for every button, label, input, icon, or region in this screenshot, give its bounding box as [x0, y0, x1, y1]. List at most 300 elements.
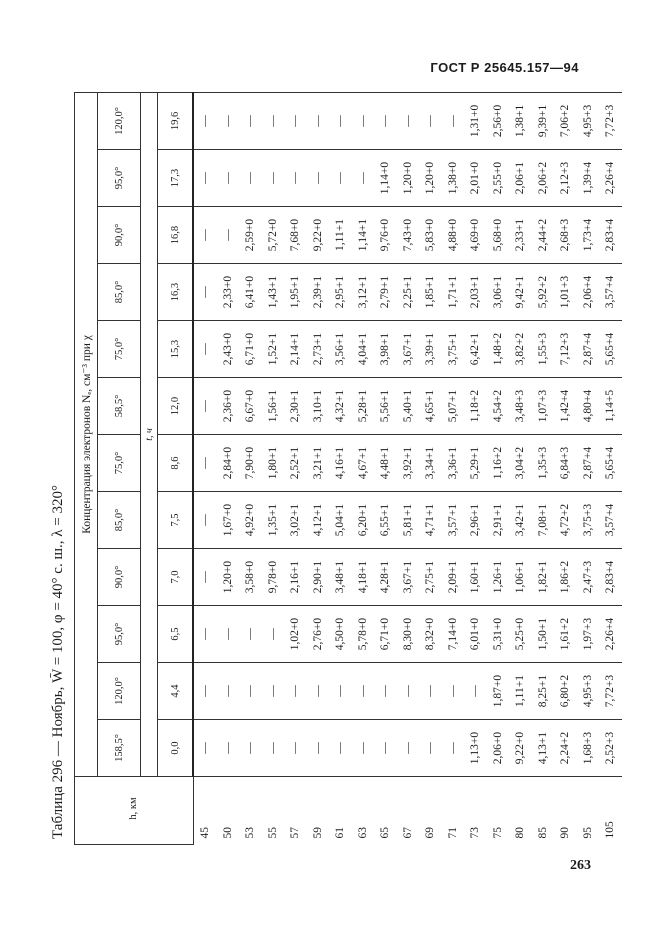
value-cell: 1,38+1 — [509, 92, 532, 149]
value-cell: 2,16+1 — [284, 549, 307, 606]
value-cell: 5,72+0 — [262, 207, 285, 264]
value-cell: 9,78+0 — [262, 549, 285, 606]
height-cell: 55 — [266, 827, 279, 839]
value-cell: 6,55+1 — [374, 492, 397, 549]
value-cell: 1,14+0 — [374, 150, 397, 207]
value-cell: 3,57+4 — [599, 264, 622, 321]
value-cell: 5,65+4 — [599, 321, 622, 378]
value-cell: — — [193, 435, 217, 492]
value-cell: 3,57+4 — [599, 492, 622, 549]
value-cell: 1,60+1 — [464, 549, 487, 606]
value-cell: 1,31+0 — [464, 92, 487, 149]
value-cell: 7,12+3 — [554, 321, 577, 378]
value-cell: 3,04+2 — [509, 435, 532, 492]
value-cell: 3,42+1 — [509, 492, 532, 549]
value-cell: 2,06+1 — [509, 150, 532, 207]
value-cell: 3,57+1 — [442, 492, 465, 549]
value-cell: 2,44+2 — [532, 207, 555, 264]
table-row — [374, 92, 397, 844]
chi-header-cell: 58,5° — [98, 378, 141, 435]
value-cell: — — [193, 549, 217, 606]
value-cell: 5,65+4 — [599, 435, 622, 492]
value-cell: 2,26+4 — [599, 150, 622, 207]
value-cell: — — [284, 92, 307, 149]
value-cell: 9,22+0 — [509, 720, 532, 777]
value-cell: 6,20+1 — [352, 492, 375, 549]
value-cell: 4,18+1 — [352, 549, 375, 606]
value-cell: 1,20+0 — [217, 549, 240, 606]
height-cell: 67 — [401, 827, 414, 839]
group-title: Концентрация электронов Nₑ, см⁻³ при χ — [75, 92, 98, 776]
value-cell: 1,20+0 — [397, 150, 420, 207]
value-cell: 2,03+1 — [464, 264, 487, 321]
value-cell: 6,84+3 — [554, 435, 577, 492]
value-cell: 3,39+1 — [419, 321, 442, 378]
value-cell: 5,78+0 — [352, 606, 375, 663]
value-cell: 2,01+0 — [464, 150, 487, 207]
value-cell: — — [262, 663, 285, 720]
value-cell: 6,01+0 — [464, 606, 487, 663]
value-cell: — — [217, 207, 240, 264]
value-cell: 1,50+1 — [532, 606, 555, 663]
value-cell: 1,18+2 — [464, 378, 487, 435]
value-cell: — — [217, 606, 240, 663]
value-cell: 8,30+0 — [397, 606, 420, 663]
value-cell: 2,52+3 — [599, 720, 622, 777]
value-cell: 4,92+0 — [239, 492, 262, 549]
time-header-cell: 0,0 — [158, 720, 194, 777]
value-cell: 4,12+1 — [307, 492, 330, 549]
value-cell: 3,48+1 — [329, 549, 352, 606]
value-cell: 2,87+4 — [577, 435, 600, 492]
value-cell: — — [284, 720, 307, 777]
value-cell: 4,88+0 — [442, 207, 465, 264]
time-header-cell: 8,6 — [158, 435, 194, 492]
value-cell: — — [239, 720, 262, 777]
height-cell: 53 — [244, 827, 256, 839]
value-cell: 1,16+2 — [487, 435, 510, 492]
value-cell: 1,85+1 — [419, 264, 442, 321]
value-cell: — — [193, 492, 217, 549]
table-row — [442, 92, 465, 844]
value-cell: 6,71+0 — [239, 321, 262, 378]
chi-header-cell: 120,0° — [98, 663, 141, 720]
height-cell: 63 — [356, 827, 369, 839]
value-cell: — — [262, 606, 285, 663]
value-cell: — — [442, 663, 465, 720]
value-cell: — — [419, 92, 442, 149]
value-cell: 6,42+1 — [464, 321, 487, 378]
value-cell: 3,82+2 — [509, 321, 532, 378]
value-cell: 5,31+0 — [487, 606, 510, 663]
table-row — [419, 92, 442, 844]
height-cell: 75 — [491, 827, 504, 839]
value-cell: 6,80+2 — [554, 663, 577, 720]
height-cell: 45 — [198, 827, 211, 839]
value-cell: 7,68+0 — [284, 207, 307, 264]
value-cell: 2,25+1 — [397, 264, 420, 321]
value-cell: 1,26+1 — [487, 549, 510, 606]
chi-header-cell: 120,0° — [98, 92, 141, 149]
value-cell: 2,59+0 — [239, 207, 262, 264]
value-cell: 3,75+3 — [577, 492, 600, 549]
value-cell: — — [329, 663, 352, 720]
time-header-row — [158, 92, 194, 844]
value-cell: 1,61+2 — [554, 606, 577, 663]
value-cell: — — [193, 92, 217, 149]
time-header-cell: 4,4 — [158, 663, 194, 720]
table-row — [599, 92, 622, 844]
value-cell: 1,56+1 — [262, 378, 285, 435]
value-cell: 5,40+1 — [397, 378, 420, 435]
height-cell: 90 — [559, 827, 571, 839]
value-cell: 1,86+2 — [554, 549, 577, 606]
height-cell: 71 — [446, 827, 459, 839]
value-cell: 2,56+0 — [487, 92, 510, 149]
chi-header-cell: 90,0° — [98, 207, 141, 264]
value-cell: 2,06+4 — [577, 264, 600, 321]
value-cell: 5,68+0 — [487, 207, 510, 264]
value-cell: 6,71+0 — [374, 606, 397, 663]
value-cell: 1,71+1 — [442, 264, 465, 321]
value-cell: 2,26+4 — [599, 606, 622, 663]
value-cell: 2,39+1 — [307, 264, 330, 321]
value-cell: 1,20+0 — [419, 150, 442, 207]
table-row — [554, 92, 577, 844]
value-cell: 1,11+1 — [509, 663, 532, 720]
value-cell: 7,90+0 — [239, 435, 262, 492]
time-header-cell: 16,8 — [158, 207, 194, 264]
value-cell: — — [329, 720, 352, 777]
value-cell: 3,56+1 — [329, 321, 352, 378]
value-cell: 2,09+1 — [442, 549, 465, 606]
value-cell: 7,72+3 — [599, 92, 622, 149]
value-cell: — — [284, 663, 307, 720]
value-cell: 4,28+1 — [374, 549, 397, 606]
value-cell: 5,28+1 — [352, 378, 375, 435]
value-cell: 3,67+1 — [397, 549, 420, 606]
value-cell: — — [193, 663, 217, 720]
table-row — [307, 92, 330, 844]
value-cell: 2,12+3 — [554, 150, 577, 207]
value-cell: — — [262, 150, 285, 207]
value-cell: — — [397, 720, 420, 777]
value-cell: — — [193, 606, 217, 663]
value-cell: 9,22+0 — [307, 207, 330, 264]
value-cell: 4,54+2 — [487, 378, 510, 435]
height-cell: 65 — [379, 827, 391, 839]
time-header-cell: 15,3 — [158, 321, 194, 378]
value-cell: 2,52+1 — [284, 435, 307, 492]
value-cell: 3,21+1 — [307, 435, 330, 492]
value-cell: — — [352, 92, 375, 149]
value-cell: 1,01+3 — [554, 264, 577, 321]
value-cell: 3,98+1 — [374, 321, 397, 378]
value-cell: — — [397, 663, 420, 720]
value-cell: 1,42+4 — [554, 378, 577, 435]
table-row — [577, 92, 600, 844]
table-row — [239, 92, 262, 844]
value-cell: 1,39+4 — [577, 150, 600, 207]
value-cell: 5,81+1 — [397, 492, 420, 549]
value-cell: 3,58+0 — [239, 549, 262, 606]
height-cell: 59 — [311, 827, 324, 839]
value-cell: — — [397, 92, 420, 149]
value-cell: 3,75+1 — [442, 321, 465, 378]
value-cell: 2,91+1 — [487, 492, 510, 549]
value-cell: 7,08+1 — [532, 492, 555, 549]
time-label: t, ч — [141, 92, 158, 776]
value-cell: 4,67+1 — [352, 435, 375, 492]
value-cell: — — [307, 92, 330, 149]
value-cell: 8,32+0 — [419, 606, 442, 663]
value-cell: 5,25+0 — [509, 606, 532, 663]
value-cell: 3,36+1 — [442, 435, 465, 492]
chi-header-row — [98, 92, 141, 844]
table-row — [397, 92, 420, 844]
chi-header-cell: 95,0° — [98, 606, 141, 663]
value-cell: — — [442, 720, 465, 777]
value-cell: 2,83+4 — [599, 207, 622, 264]
chi-header-cell: 90,0° — [98, 549, 141, 606]
value-cell: 2,96+1 — [464, 492, 487, 549]
value-cell: 1,73+4 — [577, 207, 600, 264]
value-cell: — — [419, 720, 442, 777]
value-cell: 1,52+1 — [262, 321, 285, 378]
table-row — [464, 92, 487, 844]
value-cell: 5,92+2 — [532, 264, 555, 321]
value-cell: — — [217, 663, 240, 720]
value-cell: — — [352, 150, 375, 207]
value-cell: 4,32+1 — [329, 378, 352, 435]
value-cell: 3,06+1 — [487, 264, 510, 321]
value-cell: 9,42+1 — [509, 264, 532, 321]
value-cell: — — [307, 150, 330, 207]
height-cell: 95 — [581, 827, 594, 839]
value-cell: — — [374, 720, 397, 777]
table-row — [532, 92, 555, 844]
value-cell: — — [193, 150, 217, 207]
value-cell: — — [193, 207, 217, 264]
height-cell: 57 — [289, 827, 301, 839]
value-cell: 2,73+1 — [307, 321, 330, 378]
value-cell: — — [464, 663, 487, 720]
value-cell: 5,29+1 — [464, 435, 487, 492]
value-cell: 3,67+1 — [397, 321, 420, 378]
value-cell: 1,97+3 — [577, 606, 600, 663]
value-cell: — — [329, 92, 352, 149]
chi-header-cell: 85,0° — [98, 492, 141, 549]
table-row — [217, 92, 240, 844]
value-cell: 2,68+3 — [554, 207, 577, 264]
value-cell: 2,95+1 — [329, 264, 352, 321]
value-cell: 1,68+3 — [577, 720, 600, 777]
time-header-cell: 7,5 — [158, 492, 194, 549]
value-cell: 4,16+1 — [329, 435, 352, 492]
value-cell: 5,56+1 — [374, 378, 397, 435]
value-cell: 4,48+1 — [374, 435, 397, 492]
value-cell: 4,50+0 — [329, 606, 352, 663]
value-cell: 1,06+1 — [509, 549, 532, 606]
value-cell: 1,48+2 — [487, 321, 510, 378]
table-row — [487, 92, 510, 844]
value-cell: 6,41+0 — [239, 264, 262, 321]
value-cell: 1,43+1 — [262, 264, 285, 321]
value-cell: — — [193, 264, 217, 321]
value-cell: — — [217, 150, 240, 207]
value-cell: 3,02+1 — [284, 492, 307, 549]
value-cell: 3,92+1 — [397, 435, 420, 492]
value-cell: 8,25+1 — [532, 663, 555, 720]
value-cell: 3,48+3 — [509, 378, 532, 435]
height-cell: 50 — [221, 827, 234, 839]
value-cell: — — [442, 92, 465, 149]
chi-header-cell: 75,0° — [98, 435, 141, 492]
value-cell: 5,07+1 — [442, 378, 465, 435]
value-cell: 4,95+3 — [577, 663, 600, 720]
value-cell: 1,35+3 — [532, 435, 555, 492]
value-cell: 2,90+1 — [307, 549, 330, 606]
value-cell: — — [307, 720, 330, 777]
value-cell: 5,83+0 — [419, 207, 442, 264]
table-row — [352, 92, 375, 844]
height-cell: 69 — [424, 827, 436, 839]
value-cell: 2,83+4 — [599, 549, 622, 606]
value-cell: 9,39+1 — [532, 92, 555, 149]
value-cell: — — [262, 92, 285, 149]
value-cell: 2,75+1 — [419, 549, 442, 606]
value-cell: — — [352, 663, 375, 720]
value-cell: — — [239, 663, 262, 720]
table-body — [193, 92, 622, 844]
chi-header-cell: 95,0° — [98, 150, 141, 207]
value-cell: 2,76+0 — [307, 606, 330, 663]
value-cell: 2,47+3 — [577, 549, 600, 606]
height-cell: 85 — [536, 827, 549, 839]
table-row — [284, 92, 307, 844]
value-cell: 4,95+3 — [577, 92, 600, 149]
value-cell: 2,55+0 — [487, 150, 510, 207]
time-header-cell: 16,3 — [158, 264, 194, 321]
table-row — [193, 92, 217, 844]
rotated-table-area — [42, 93, 616, 845]
value-cell: 3,12+1 — [352, 264, 375, 321]
value-cell: 1,95+1 — [284, 264, 307, 321]
value-cell: 1,07+3 — [532, 378, 555, 435]
value-cell: 1,55+3 — [532, 321, 555, 378]
value-cell: — — [374, 92, 397, 149]
value-cell: — — [284, 150, 307, 207]
value-cell: 2,43+0 — [217, 321, 240, 378]
value-cell: 4,69+0 — [464, 207, 487, 264]
value-cell: 4,72+2 — [554, 492, 577, 549]
value-cell: 4,13+1 — [532, 720, 555, 777]
chi-header-cell: 158,5° — [98, 720, 141, 777]
value-cell: 7,06+2 — [554, 92, 577, 149]
value-cell: 1,82+1 — [532, 549, 555, 606]
value-cell: — — [419, 663, 442, 720]
time-header-cell: 6,5 — [158, 606, 194, 663]
value-cell: 1,87+0 — [487, 663, 510, 720]
value-cell: 2,14+1 — [284, 321, 307, 378]
value-cell: 2,84+0 — [217, 435, 240, 492]
value-cell: 4,65+1 — [419, 378, 442, 435]
time-header-cell: 7,0 — [158, 549, 194, 606]
value-cell: — — [374, 663, 397, 720]
value-cell: 2,33+1 — [509, 207, 532, 264]
value-cell: 4,80+4 — [577, 378, 600, 435]
table-caption: Таблица 296 — Ноябрь, W̄ = 100, φ = 40° с. ш., λ = 320° — [50, 485, 66, 839]
value-cell: — — [239, 606, 262, 663]
value-cell: 5,04+1 — [329, 492, 352, 549]
time-header-cell: 19,6 — [158, 92, 194, 149]
value-cell: — — [262, 720, 285, 777]
time-header-cell: 17,3 — [158, 150, 194, 207]
value-cell: 1,35+1 — [262, 492, 285, 549]
value-cell: 1,14+5 — [599, 378, 622, 435]
value-cell: 2,79+1 — [374, 264, 397, 321]
height-cell: 61 — [334, 827, 346, 839]
value-cell: 3,10+1 — [307, 378, 330, 435]
value-cell: 2,36+0 — [217, 378, 240, 435]
chi-header-cell: 85,0° — [98, 264, 141, 321]
value-cell: 4,71+1 — [419, 492, 442, 549]
value-cell: — — [239, 150, 262, 207]
electron-concentration-table — [74, 92, 622, 845]
value-cell: 2,24+2 — [554, 720, 577, 777]
value-cell: 3,34+1 — [419, 435, 442, 492]
value-cell: 1,13+0 — [464, 720, 487, 777]
height-cell: 105 — [604, 821, 616, 839]
standard-header: ГОСТ Р 25645.157—94 — [430, 60, 579, 75]
value-cell: 7,14+0 — [442, 606, 465, 663]
value-cell: 1,11+1 — [329, 207, 352, 264]
table-row — [262, 92, 285, 844]
value-cell: — — [239, 92, 262, 149]
value-cell: 9,76+0 — [374, 207, 397, 264]
value-cell: 2,87+4 — [577, 321, 600, 378]
height-cell: 80 — [514, 827, 526, 839]
time-header-cell: 12,0 — [158, 378, 194, 435]
page-number: 263 — [570, 858, 591, 873]
value-cell: 1,14+1 — [352, 207, 375, 264]
value-cell: 7,43+0 — [397, 207, 420, 264]
chi-header-cell: 75,0° — [98, 321, 141, 378]
value-cell: — — [217, 720, 240, 777]
value-cell: — — [217, 92, 240, 149]
value-cell: 1,80+1 — [262, 435, 285, 492]
table-row — [329, 92, 352, 844]
value-cell: — — [193, 321, 217, 378]
value-cell: 7,72+3 — [599, 663, 622, 720]
rotated-page-content — [42, 93, 616, 845]
value-cell: 1,38+0 — [442, 150, 465, 207]
value-cell: 6,67+0 — [239, 378, 262, 435]
value-cell: 2,33+0 — [217, 264, 240, 321]
value-cell: — — [193, 378, 217, 435]
value-cell: — — [352, 720, 375, 777]
height-cell: 73 — [469, 827, 481, 839]
value-cell: 1,02+0 — [284, 606, 307, 663]
table-row — [509, 92, 532, 844]
value-cell: 4,04+1 — [352, 321, 375, 378]
value-cell: — — [329, 150, 352, 207]
value-cell: — — [307, 663, 330, 720]
value-cell: — — [193, 720, 217, 777]
value-cell: 1,67+0 — [217, 492, 240, 549]
value-cell: 2,06+0 — [487, 720, 510, 777]
height-column-header: h, км — [75, 777, 194, 845]
